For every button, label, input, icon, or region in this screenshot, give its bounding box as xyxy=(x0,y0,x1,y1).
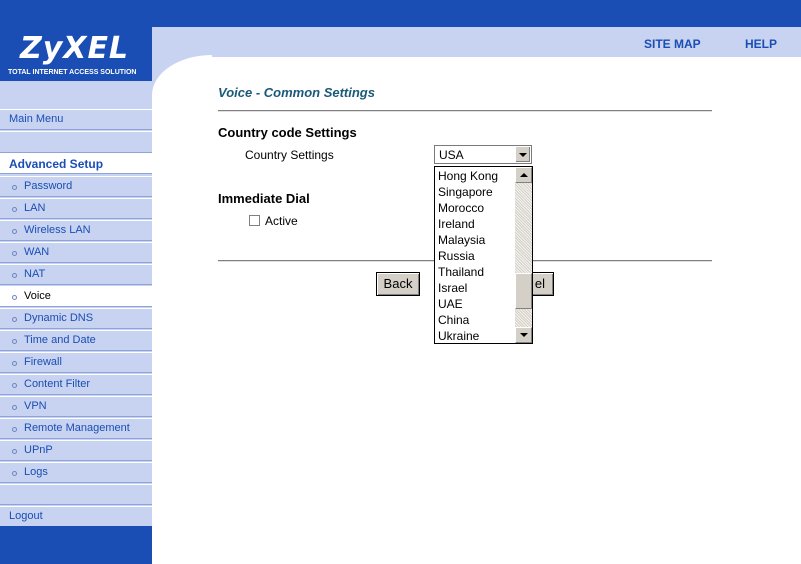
country-dropdown-list[interactable] xyxy=(434,166,533,344)
country-settings-label: Country Settings xyxy=(245,148,334,162)
sidebar-item-label: Content Filter xyxy=(24,378,91,390)
country-code-heading: Country code Settings xyxy=(218,125,357,140)
bullet-icon xyxy=(12,427,17,432)
sidebar-item-label: NAT xyxy=(24,268,46,280)
sidebar-item-remote-management[interactable] xyxy=(0,418,152,439)
dropdown-option[interactable]: Israel xyxy=(438,281,468,295)
active-checkbox[interactable] xyxy=(249,215,260,226)
sidebar-spacer xyxy=(0,131,152,153)
dropdown-option[interactable]: Ireland xyxy=(438,217,475,231)
dropdown-option[interactable]: Singapore xyxy=(438,185,493,199)
sidebar-item-wireless-lan[interactable] xyxy=(0,220,152,241)
dropdown-option[interactable]: Russia xyxy=(438,249,475,263)
sidebar-item-label: Wireless LAN xyxy=(24,224,91,236)
immediate-dial-heading: Immediate Dial xyxy=(218,191,310,206)
sidebar-item-label: VPN xyxy=(24,400,47,412)
sidebar-item-logs[interactable] xyxy=(0,462,152,483)
sidebar-item-password[interactable] xyxy=(0,176,152,197)
sidebar xyxy=(0,81,152,564)
sidebar-item-label: Dynamic DNS xyxy=(24,312,94,324)
sidebar-item-label: Remote Management xyxy=(24,422,130,434)
bullet-icon xyxy=(12,405,17,410)
dropdown-scrollbar[interactable] xyxy=(515,167,532,343)
scrollbar-thumb[interactable] xyxy=(515,273,532,309)
sidebar-item-content-filter[interactable] xyxy=(0,374,152,395)
page-title: Voice - Common Settings xyxy=(218,85,375,100)
sidebar-advanced-setup[interactable] xyxy=(0,153,152,174)
sidebar-item-vpn[interactable] xyxy=(0,396,152,417)
dropdown-option[interactable]: Thailand xyxy=(438,265,485,279)
sidebar-logout[interactable] xyxy=(0,506,152,527)
back-button[interactable]: Back xyxy=(376,272,420,296)
dropdown-option[interactable]: Ukraine xyxy=(438,329,480,343)
sidebar-item-voice[interactable] xyxy=(0,286,152,307)
advanced-setup-label: Advanced Setup xyxy=(9,157,104,171)
sidebar-item-dynamic-dns[interactable] xyxy=(0,308,152,329)
site-map-link[interactable]: SITE MAP xyxy=(644,37,701,51)
bullet-icon xyxy=(12,317,17,322)
logo-tagline: TOTAL INTERNET ACCESS SOLUTION xyxy=(8,69,137,76)
sidebar-item-lan[interactable] xyxy=(0,198,152,219)
sidebar-item-label: Time and Date xyxy=(24,334,96,346)
zyxel-logo: ZyXEL xyxy=(20,31,130,66)
bullet-icon xyxy=(12,185,17,190)
dropdown-option[interactable]: Malaysia xyxy=(438,233,486,247)
sidebar-item-label: Firewall xyxy=(24,356,62,368)
main-menu-label: Main Menu xyxy=(9,113,64,125)
dropdown-option[interactable]: Hong Kong xyxy=(438,169,499,183)
sidebar-item-label: UPnP xyxy=(24,444,53,456)
scroll-down-icon[interactable] xyxy=(515,327,532,343)
sidebar-footer xyxy=(0,526,152,564)
sidebar-item-wan[interactable] xyxy=(0,242,152,263)
bullet-icon xyxy=(12,229,17,234)
sidebar-item-label: LAN xyxy=(24,202,46,214)
top-nav-band xyxy=(152,27,801,57)
scroll-up-icon[interactable] xyxy=(515,167,532,183)
bullet-icon xyxy=(12,449,17,454)
help-link[interactable]: HELP xyxy=(745,37,778,51)
divider-top xyxy=(218,110,712,112)
sidebar-spacer-2 xyxy=(0,484,152,505)
sidebar-item-label: Logs xyxy=(24,466,48,478)
sidebar-item-nat[interactable] xyxy=(0,264,152,285)
active-checkbox-label: Active xyxy=(265,214,298,228)
bullet-icon xyxy=(12,273,17,278)
logout-label: Logout xyxy=(9,510,43,522)
top-bar xyxy=(0,0,801,27)
sidebar-item-label: WAN xyxy=(24,246,50,258)
country-select[interactable] xyxy=(434,145,532,164)
cancel-button[interactable]: el xyxy=(510,272,554,296)
dropdown-option[interactable]: UAE xyxy=(438,297,463,311)
logo-area xyxy=(0,27,152,81)
sidebar-item-label: Voice xyxy=(24,290,51,302)
dropdown-option[interactable]: China xyxy=(438,313,470,327)
chevron-down-icon[interactable] xyxy=(515,147,530,162)
bullet-icon xyxy=(12,339,17,344)
sidebar-main-menu[interactable] xyxy=(0,109,152,130)
dropdown-option[interactable]: Morocco xyxy=(438,201,485,215)
sidebar-item-label: Password xyxy=(24,180,73,192)
sidebar-item-upnp[interactable] xyxy=(0,440,152,461)
sidebar-item-firewall[interactable] xyxy=(0,352,152,373)
bullet-icon xyxy=(12,383,17,388)
bullet-icon xyxy=(12,207,17,212)
bullet-icon xyxy=(12,295,17,300)
bullet-icon xyxy=(12,471,17,476)
bullet-icon xyxy=(12,361,17,366)
bullet-icon xyxy=(12,251,17,256)
country-select-value: USA xyxy=(439,148,464,162)
sidebar-item-time-and-date[interactable] xyxy=(0,330,152,351)
